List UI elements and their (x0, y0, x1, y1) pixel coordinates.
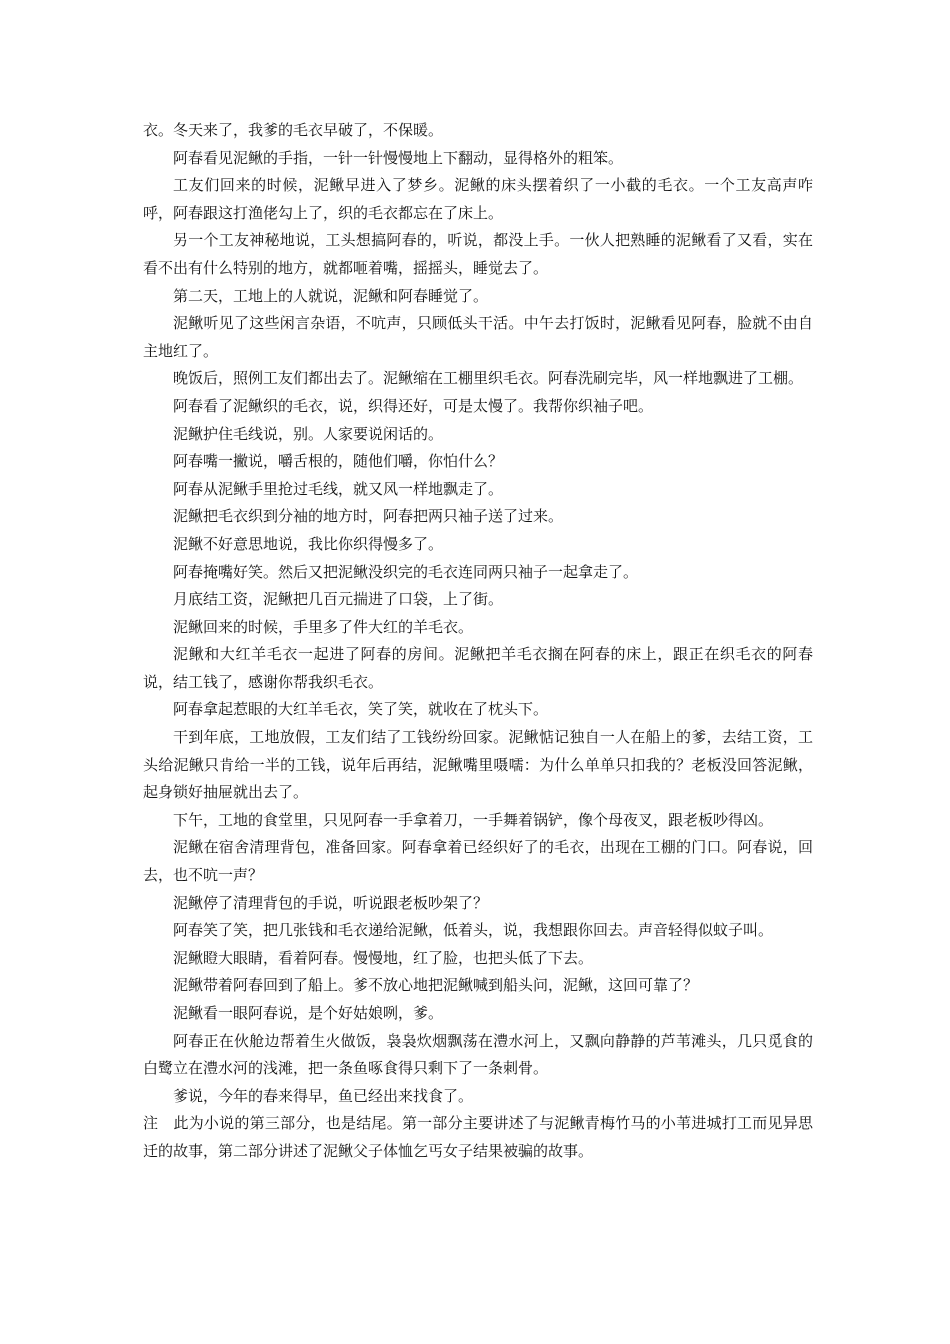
paragraph: 阿春掩嘴好笑。然后又把泥鳅没织完的毛衣连同两只袖子一起拿走了。 (173, 562, 639, 581)
paragraph: 泥鳅带着阿春回到了船上。爹不放心地把泥鳅喊到船头问，泥鳅，这回可靠了？ (173, 976, 699, 995)
paragraph: 第二天，工地上的人就说，泥鳅和阿春睡觉了。 (173, 286, 489, 305)
paragraph: 工友们回来的时候，泥鳅早进入了梦乡。泥鳅的床头摆着织了一小截的毛衣。一个工友高声咋呼，阿春跟这打渔佬勾上了，织的毛衣都忘在了床上。 (143, 176, 813, 222)
paragraph: 干到年底，工地放假，工友们结了工钱纷纷回家。泥鳅惦记独自一人在船上的爹，去结工资，工头给泥鳅只肯给一半的工钱，说年后再结，泥鳅嘴里嗫嚅：为什么单单只扣我的？老板没回答泥鳅，起身锁好抽屉就出去了。 (143, 728, 813, 802)
paragraph: 泥鳅和大红羊毛衣一起进了阿春的房间。泥鳅把羊毛衣搁在阿春的床上，跟正在织毛衣的阿春说，结工钱了，感谢你帮我织毛衣。 (143, 645, 813, 691)
paragraph: 阿春从泥鳅手里抢过毛线，就又风一样地飘走了。 (173, 479, 504, 498)
paragraph-continuation: 衣。冬天来了，我爹的毛衣早破了，不保暖。 (143, 121, 444, 139)
paragraph: 泥鳅听见了这些闲言杂语，不吭声，只顾低头干活。中午去打饭时，泥鳅看见阿春，脸就不由自主地红了。 (143, 314, 813, 360)
paragraph: 泥鳅不好意思地说，我比你织得慢多了。 (173, 534, 444, 553)
paragraph: 阿春看见泥鳅的手指，一针一针慢慢地上下翻动，显得格外的粗笨。 (173, 148, 624, 167)
paragraph: 泥鳅停了清理背包的手说，听说跟老板吵架了？ (173, 893, 489, 912)
paragraph: 阿春嘴一撇说，嚼舌根的，随他们嚼，你怕什么？ (173, 452, 504, 471)
paragraph: 阿春看了泥鳅织的毛衣，说，织得还好，可是太慢了。我帮你织袖子吧。 (173, 396, 654, 415)
paragraph: 下午，工地的食堂里，只见阿春一手拿着刀，一手舞着锅铲，像个母夜叉，跟老板吵得凶。 (173, 810, 774, 829)
paragraph: 爹说，今年的春来得早，鱼已经出来找食了。 (173, 1086, 474, 1105)
paragraph: 泥鳅在宿舍清理背包，准备回家。阿春拿着已经织好了的毛衣，出现在工棚的门口。阿春说，回去，也不吭一声？ (143, 838, 813, 885)
paragraph: 泥鳅看一眼阿春说，是个好姑娘咧，爹。 (173, 1004, 444, 1022)
paragraph: 阿春笑了笑，把几张钱和毛衣递给泥鳅，低着头，说，我想跟你回去。声音轻得似蚊子叫。 (173, 921, 774, 940)
paragraph: 泥鳅把毛衣织到分袖的地方时，阿春把两只袖子送了过来。 (173, 507, 564, 526)
paragraph: 阿春正在伙舱边帮着生火做饭，袅袅炊烟飘荡在澧水河上，又飘向静静的芦苇滩头，几只觅食的白鹭立在澧水河的浅滩，把一条鱼啄食得只剩下了一条刺骨。 (143, 1031, 813, 1078)
author-note: 注 此为小说的第三部分，也是结尾。第一部分主要讲述了与泥鳅青梅竹马的小苇进城打工而见异思迁的故事，第二部分讲述了泥鳅父子体恤乞丐女子结果被骗的故事。 (143, 1114, 813, 1160)
paragraph: 晚饭后，照例工友们都出去了。泥鳅缩在工棚里织毛衣。阿春洗刷完毕，风一样地飘进了工棚。 (173, 369, 804, 388)
document-body (143, 117, 813, 1166)
paragraph: 另一个工友神秘地说，工头想搞阿春的，听说，都没上手。一伙人把熟睡的泥鳅看了又看，实在看不出有什么特别的地方，就都咂着嘴，摇摇头，睡觉去了。 (143, 231, 813, 277)
paragraph: 泥鳅回来的时候，手里多了件大红的羊毛衣。 (173, 617, 474, 636)
paragraph: 阿春拿起惹眼的大红羊毛衣，笑了笑，就收在了枕头下。 (173, 700, 549, 719)
paragraph: 月底结工资，泥鳅把几百元揣进了口袋，上了街。 (173, 590, 504, 609)
paragraph: 泥鳅护住毛线说，别。人家要说闲话的。 (173, 424, 444, 443)
paragraph: 泥鳅瞪大眼睛，看着阿春。慢慢地，红了脸，也把头低了下去。 (173, 948, 594, 967)
